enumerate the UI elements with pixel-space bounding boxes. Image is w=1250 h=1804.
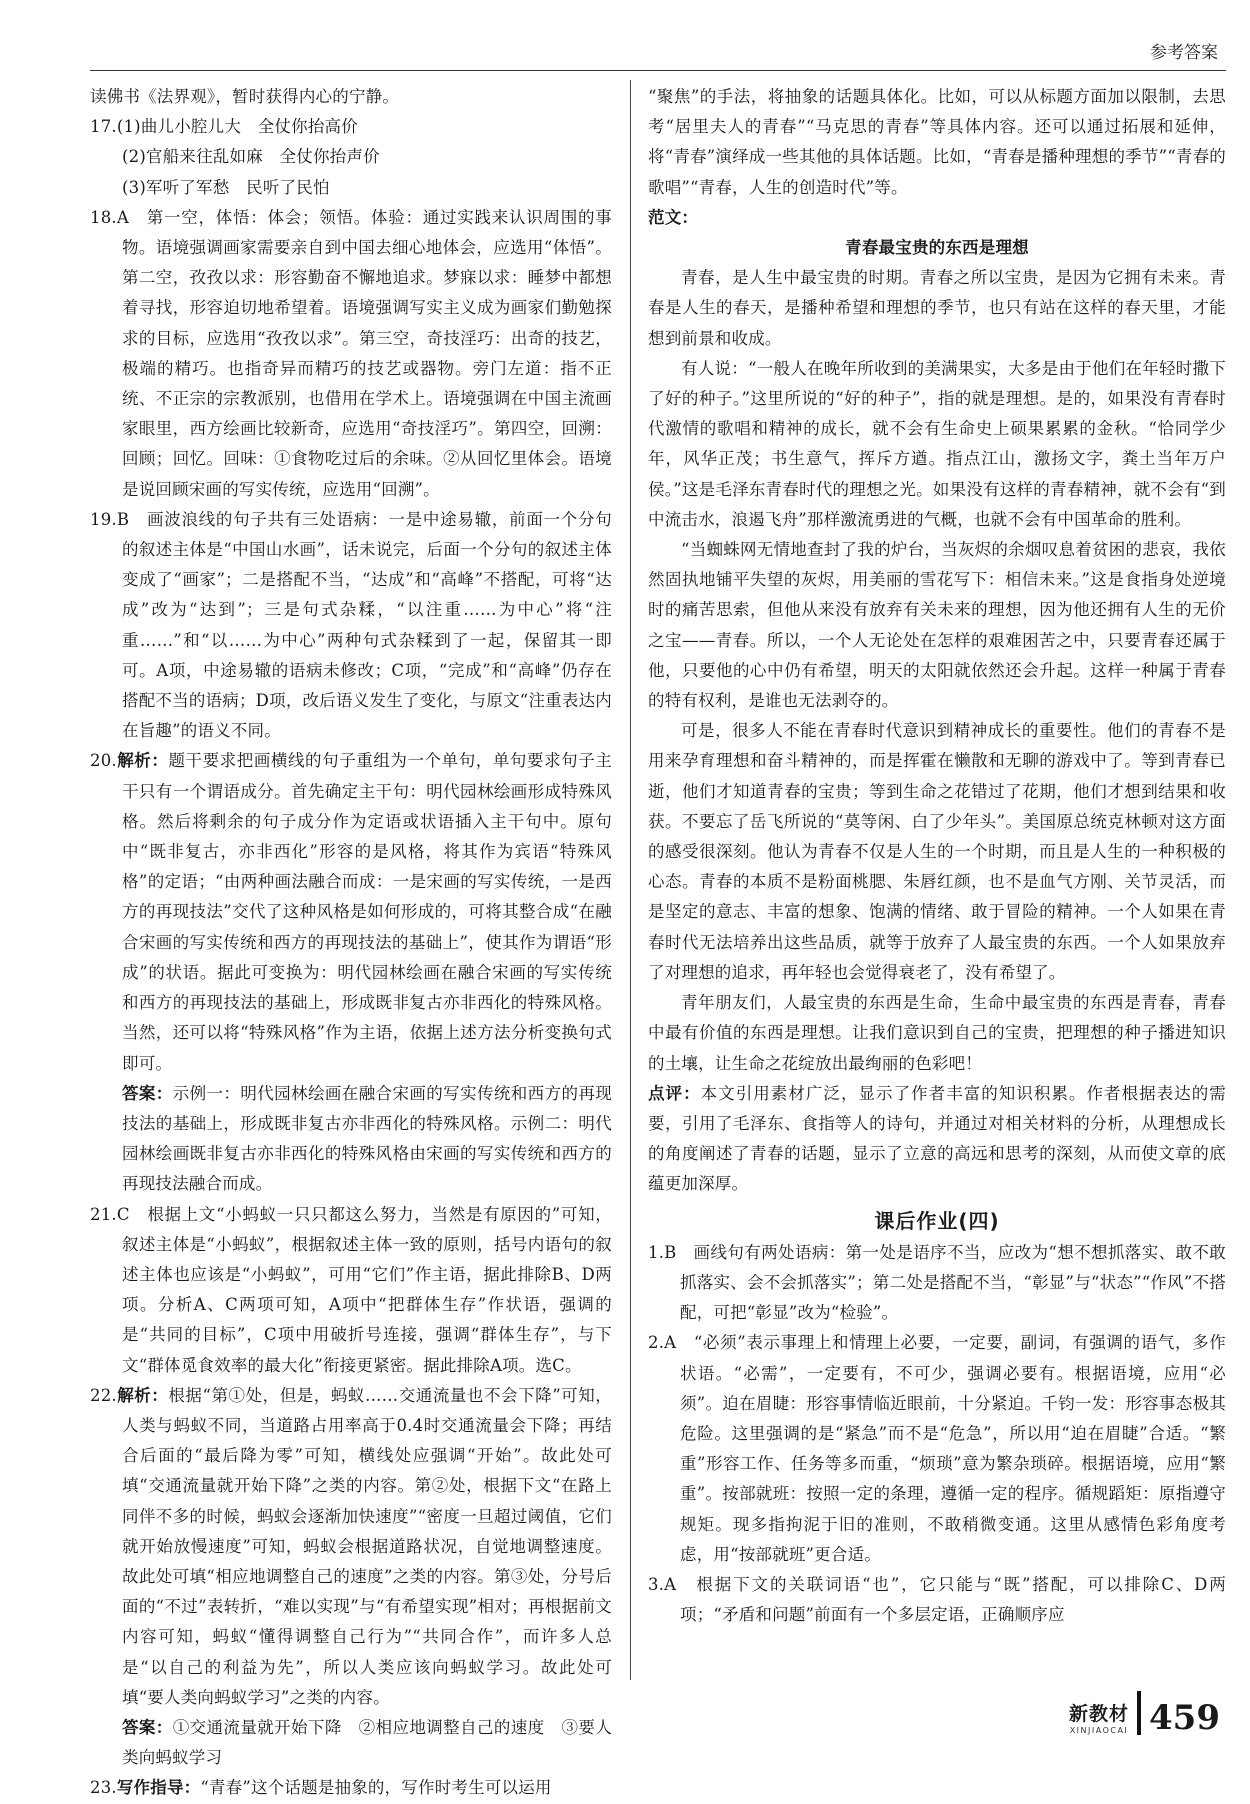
bold-label: 答案： xyxy=(122,1083,173,1103)
paragraph xyxy=(648,263,1226,354)
paragraph-text: 1.B 画线句有两处语病：第一处是语序不当，应改为“想不想抓落实、敢不敢抓落实、会不会抓落实”；第二处是搭配不当，“彰显”与“状态”“作风”不搭配，可把“彰显”改为“检验”。 xyxy=(648,1242,1226,1323)
paragraph xyxy=(648,716,1226,988)
brand-logo xyxy=(1069,1699,1129,1735)
brand-divider-bar xyxy=(1137,1691,1141,1735)
paragraph-text: 可是，很多人不能在青春时代意识到精神成长的重要性。他们的青春不是用来孕育理想和奋斗精神的，而是挥霍在懒散和无聊的游戏中了。等到青春已逝，他们才知道青春的宝贵；等到生命之花错过了花期，他们才想到结果和收获。不要忘了岳飞所说的“莫等闲、白了少年头”。美国原总统克林顿对这方面的感受很深刻。他认为青春不仅是人生的一个时期，而且是人生的一种积极的心态。青春的本质不是粉面桃腮、朱唇红颜，也不是血气方刚、关节灵活，而是坚定的意志、丰富的想象、饱满的情绪、敢于冒险的精神。一个人如果在青春时代无法培养出这些品质，就等于放弃了人最宝贵的东西。一个人如果放弃了对理想的追求，再年轻也会觉得衰老了，没有希望了。 xyxy=(648,721,1226,982)
paragraph-text: 23. xyxy=(90,1778,117,1798)
paragraph-text: (3)军听了军愁 民听了民怕 xyxy=(122,177,330,197)
paragraph-text: 课后作业(四) xyxy=(874,1208,1000,1233)
paragraph xyxy=(90,1773,612,1803)
paragraph xyxy=(90,173,612,203)
paragraph-text: 有人说：“一般人在晚年所收到的美满果实，大多是由于他们在年轻时撒下了好的种子。”这里所说的“好的种子”，指的就是理想。是的，如果没有青春时代激情的歌唱和精神的成长，就不会有生命史上硕果累累的金秋。“恰同学少年，风华正茂；书生意气，挥斥方遒。指点江山，激扬文字，粪土当年万户侯。”这是毛泽东青春时代的理想之光。如果没有这样的青春精神，就不会有“到中流击水，浪遏飞舟”那样激流勇进的气概，也就不会有中国革命的胜利。 xyxy=(648,358,1226,529)
paragraph-text: 题干要求把画横线的句子重组为一个单句，单句要求句子主干只有一个谓语成分。首先确定主干句：明代园林绘画形成特殊风格。然后将剩余的句子成分作为定语或状语插入主干句中。原句中“既非复古，亦非西化”形容的是风格，将其作为宾语“特殊风格”的定语；“由两种画法融合而成：一是宋画的写实传统，一是西方的再现技法”交代了这种风格是如何形成的，可将其整合成“在融合宋画的写实传统和西方的再现技法的基础上”，使其作为谓语“形成”的状语。据此可变换为：明代园林绘画在融合宋画的写实传统和西方的再现技法的基础上，形成既非复古亦非西化的特殊风格。当然，还可以将“特殊风格”作为主语，依据上述方法分析变换句式即可。 xyxy=(122,751,613,1073)
brand-pinyin: XINJIAOCAI xyxy=(1069,1726,1129,1735)
paragraph-text: 青年朋友们，人最宝贵的东西是生命，生命中最宝贵的东西是青春，青春中最有价值的东西是理想。让我们意识到自己的宝贵，把理想的种子播进知识的土壤，让生命之花绽放出最绚丽的色彩吧！ xyxy=(648,993,1226,1073)
bold-label: 点评： xyxy=(648,1083,701,1103)
paragraph-text: 3.A 根据下文的关联词语“也”，它只能与“既”搭配，可以排除C、D两项；“矛盾和问题”前面有一个多层定语，正确顺序应 xyxy=(648,1574,1226,1625)
paragraph-text: 19.B 画波浪线的句子共有三处语病：一是中途易辙，前面一个分句的叙述主体是“中国山水画”，话未说完，后面一个分句的叙述主体变成了“画家”；二是搭配不当，“达成”和“高峰”不搭配，可将“达成”改为“达到”；三是句式杂糅，“以注重……为中心”将“注重……”和“以……为中心”两种句式杂糅到了一起，保留其一即可。A项，中途易辙的语病未修改；C项，“完成”和“高峰”仍存在搭配不当的语病；D项，改后语义发生了变化，与原文“注重表达内在旨趣”的语义不同。 xyxy=(90,509,612,741)
left-column xyxy=(90,82,612,1804)
paragraph-text: “青春”这个话题是抽象的，写作时考生可以运用 xyxy=(200,1778,552,1798)
paragraph xyxy=(648,1570,1226,1630)
bold-label: 解析： xyxy=(116,1385,169,1405)
page-footer xyxy=(1069,1691,1220,1738)
bold-label: 解析： xyxy=(116,751,169,771)
page-number: 459 xyxy=(1149,1698,1220,1738)
paragraph-text: 根据“第①处，但是，蚂蚁……交通流量也不会下降”可知，人类与蚂蚁不同，当道路占用率高于0.4时交通流量会下降；再结合后面的“最后降为零”可知，横线处应强调“开始”。故此处可填“交通流量就开始下降”之类的内容。第②处，根据下文“在路上同伴不多的时候，蚂蚁会逐渐加快速度”“密度一旦超过阈值，它们就开始放慢速度”可知，蚂蚁会根据道路状况，自觉地调整速度。故此处可填“相应地调整自己的速度”之类的内容。第③处，分号后面的“不过”表转折，“难以实现”与“有希望实现”相对；再根据前文内容可知，蚂蚁“懂得调整自己行为”“共同合作”，而许多人总是“以自己的利益为先”，所以人类应该向蚂蚁学习。故此处可填“要人类向蚂蚁学习”之类的内容。 xyxy=(122,1385,612,1707)
paragraph xyxy=(90,112,612,142)
section-title xyxy=(648,1206,1226,1236)
paragraph xyxy=(90,1079,612,1200)
paragraph-text: 读佛书《法界观》，暂时获得内心的宁静。 xyxy=(90,87,400,106)
paragraph-text: 青春，是人生中最宝贵的时期。青春之所以宝贵，是因为它拥有未来。青春是人生的春天，是播种希望和理想的季节，也只有站在这样的春天里，才能想到前景和收成。 xyxy=(648,268,1226,348)
paragraph-text: “当蜘蛛网无情地查封了我的炉台，当灰烬的余烟叹息着贫困的悲哀，我依然固执地铺平失望的灰烬，用美丽的雪花写下：相信未来。”这是食指身处逆境时的痛苦思索，但他从来没有放弃有关未来的理想，因为他还拥有人生的无价之宝——青春。所以，一个人无论处在怎样的艰难困苦之中，只要青春还属于他，只要他的心中仍有希望，明天的太阳就依然还会升起。这样一种属于青春的特有权利，是谁也无法剥夺的。 xyxy=(648,540,1226,711)
paragraph-text: 22. xyxy=(90,1385,117,1405)
paragraph xyxy=(90,1381,612,1713)
paragraph xyxy=(90,1713,612,1773)
paragraph xyxy=(90,505,612,747)
paragraph-text: 示例一：明代园林绘画在融合宋画的写实传统和西方的再现技法的基础上，形成既非复古亦非西化的特殊风格。示例二：明代园林绘画既非复古亦非西化的特殊风格由宋画的写实传统和西方的再现技法融合而成。 xyxy=(122,1083,612,1194)
bold-label: 范文： xyxy=(648,207,699,227)
brand-name: 新教材 xyxy=(1069,1703,1130,1725)
header-rule xyxy=(90,70,1226,71)
right-column xyxy=(648,82,1226,1630)
bold-label: 写作指导： xyxy=(116,1778,201,1798)
paragraph xyxy=(648,1238,1226,1329)
paragraph xyxy=(90,82,612,112)
paragraph-text: “聚焦”的手法，将抽象的话题具体化。比如，可以从标题方面加以限制，去思考“居里夫人的青春”“马克思的青春”等具体内容。还可以通过拓展和延伸，将“青春”演绎成一些其他的具体话题。比如，“青春是播种理想的季节”“青春的歌唱”“青春，人生的创造时代”等。 xyxy=(648,87,1226,197)
paragraph-text: 17.(1)曲儿小腔儿大 全仗你抬高价 xyxy=(90,117,358,137)
paragraph xyxy=(90,142,612,172)
paragraph-text: 青春最宝贵的东西是理想 xyxy=(845,238,1029,258)
bold-label: 答案： xyxy=(122,1717,173,1737)
paragraph xyxy=(648,203,1226,233)
paragraph xyxy=(648,82,1226,203)
paragraph-text: 20. xyxy=(90,751,117,771)
paragraph xyxy=(90,203,612,505)
paragraph xyxy=(648,1079,1226,1200)
header-label: 参考答案 xyxy=(1150,43,1218,63)
paragraph-text: 18.A 第一空，体悟：体会；领悟。体验：通过实践来认识周围的事物。语境强调画家需要亲自到中国去细心地体会，应选用“体悟”。第二空，孜孜以求：形容勤奋不懈地追求。梦寐以求：睡梦中都想着寻找，形容迫切地希望着。语境强调写实主义成为画家们勤勉探求的目标，应选用“孜孜以求”。第三空，奇技淫巧：出奇的技艺，极端的精巧。也指奇异而精巧的技艺或器物。旁门左道：指不正统、不正宗的宗教派别，也借用在学术上。语境强调在中国主流画家眼里，西方绘画比较新奇，应选用“奇技淫巧”。第四空，回溯：回顾；回忆。回味：①食物吃过后的余味。②从回忆里体会。语境是说回顾宋画的写实传统，应选用“回溯”。 xyxy=(90,207,612,499)
paragraph-text: 本文引用素材广泛，显示了作者丰富的知识积累。作者根据表达的需要，引用了毛泽东、食指等人的诗句，并通过对相关材料的分析，从理想成长的角度阐述了青春的话题，显示了立意的高远和思考的深刻，从而使文章的底蕴更加深厚。 xyxy=(648,1083,1226,1194)
paragraph xyxy=(648,1328,1226,1570)
paragraph xyxy=(648,988,1226,1079)
paragraph xyxy=(648,354,1226,535)
paragraph xyxy=(90,746,612,1078)
paragraph xyxy=(90,1200,612,1381)
essay-title xyxy=(648,233,1226,263)
column-divider xyxy=(630,80,631,1680)
paragraph-text: (2)官船来往乱如麻 全仗你抬声价 xyxy=(122,147,380,167)
paragraph-text: 2.A “必须”表示事理上和情理上必要，一定要，副词，有强调的语气，多作状语。“必需”，一定要有，不可少，强调必要有。根据语境，应用“必须”。迫在眉睫：形容事情临近眼前，十分紧迫。千钧一发：形容事态极其危险。这里强调的是“紧急”而不是“危急”，所以用“迫在眉睫”合适。“繁重”形容工作、任务等多而重，“烦琐”意为繁杂琐碎。根据语境，应用“繁重”。按部就班：按照一定的条理，遵循一定的程序。循规蹈矩：原指遵守规矩。现多指拘泥于旧的准则，不敢稍微变通。这里从感情色彩角度考虑，用“按部就班”更合适。 xyxy=(648,1333,1226,1564)
paragraph-text: 21.C 根据上文“小蚂蚁一只只都这么努力，当然是有原因的”可知，叙述主体是“小蚂蚁”，根据叙述主体一致的原则，括号内语句的叙述主体也应该是“小蚂蚁”，可用“它们”作主语，据此排除B、D两项。分析A、C两项可知，A项中“把群体生存”作状语，强调的是“共同的目标”，C项中用破折号连接，强调“群体生存”，与下文“群体觅食效率的最大化”衔接更紧密。据此排除A项。选C。 xyxy=(90,1204,612,1375)
paragraph-text: ①交通流量就开始下降 ②相应地调整自己的速度 ③要人类向蚂蚁学习 xyxy=(122,1717,612,1768)
paragraph xyxy=(648,535,1226,716)
